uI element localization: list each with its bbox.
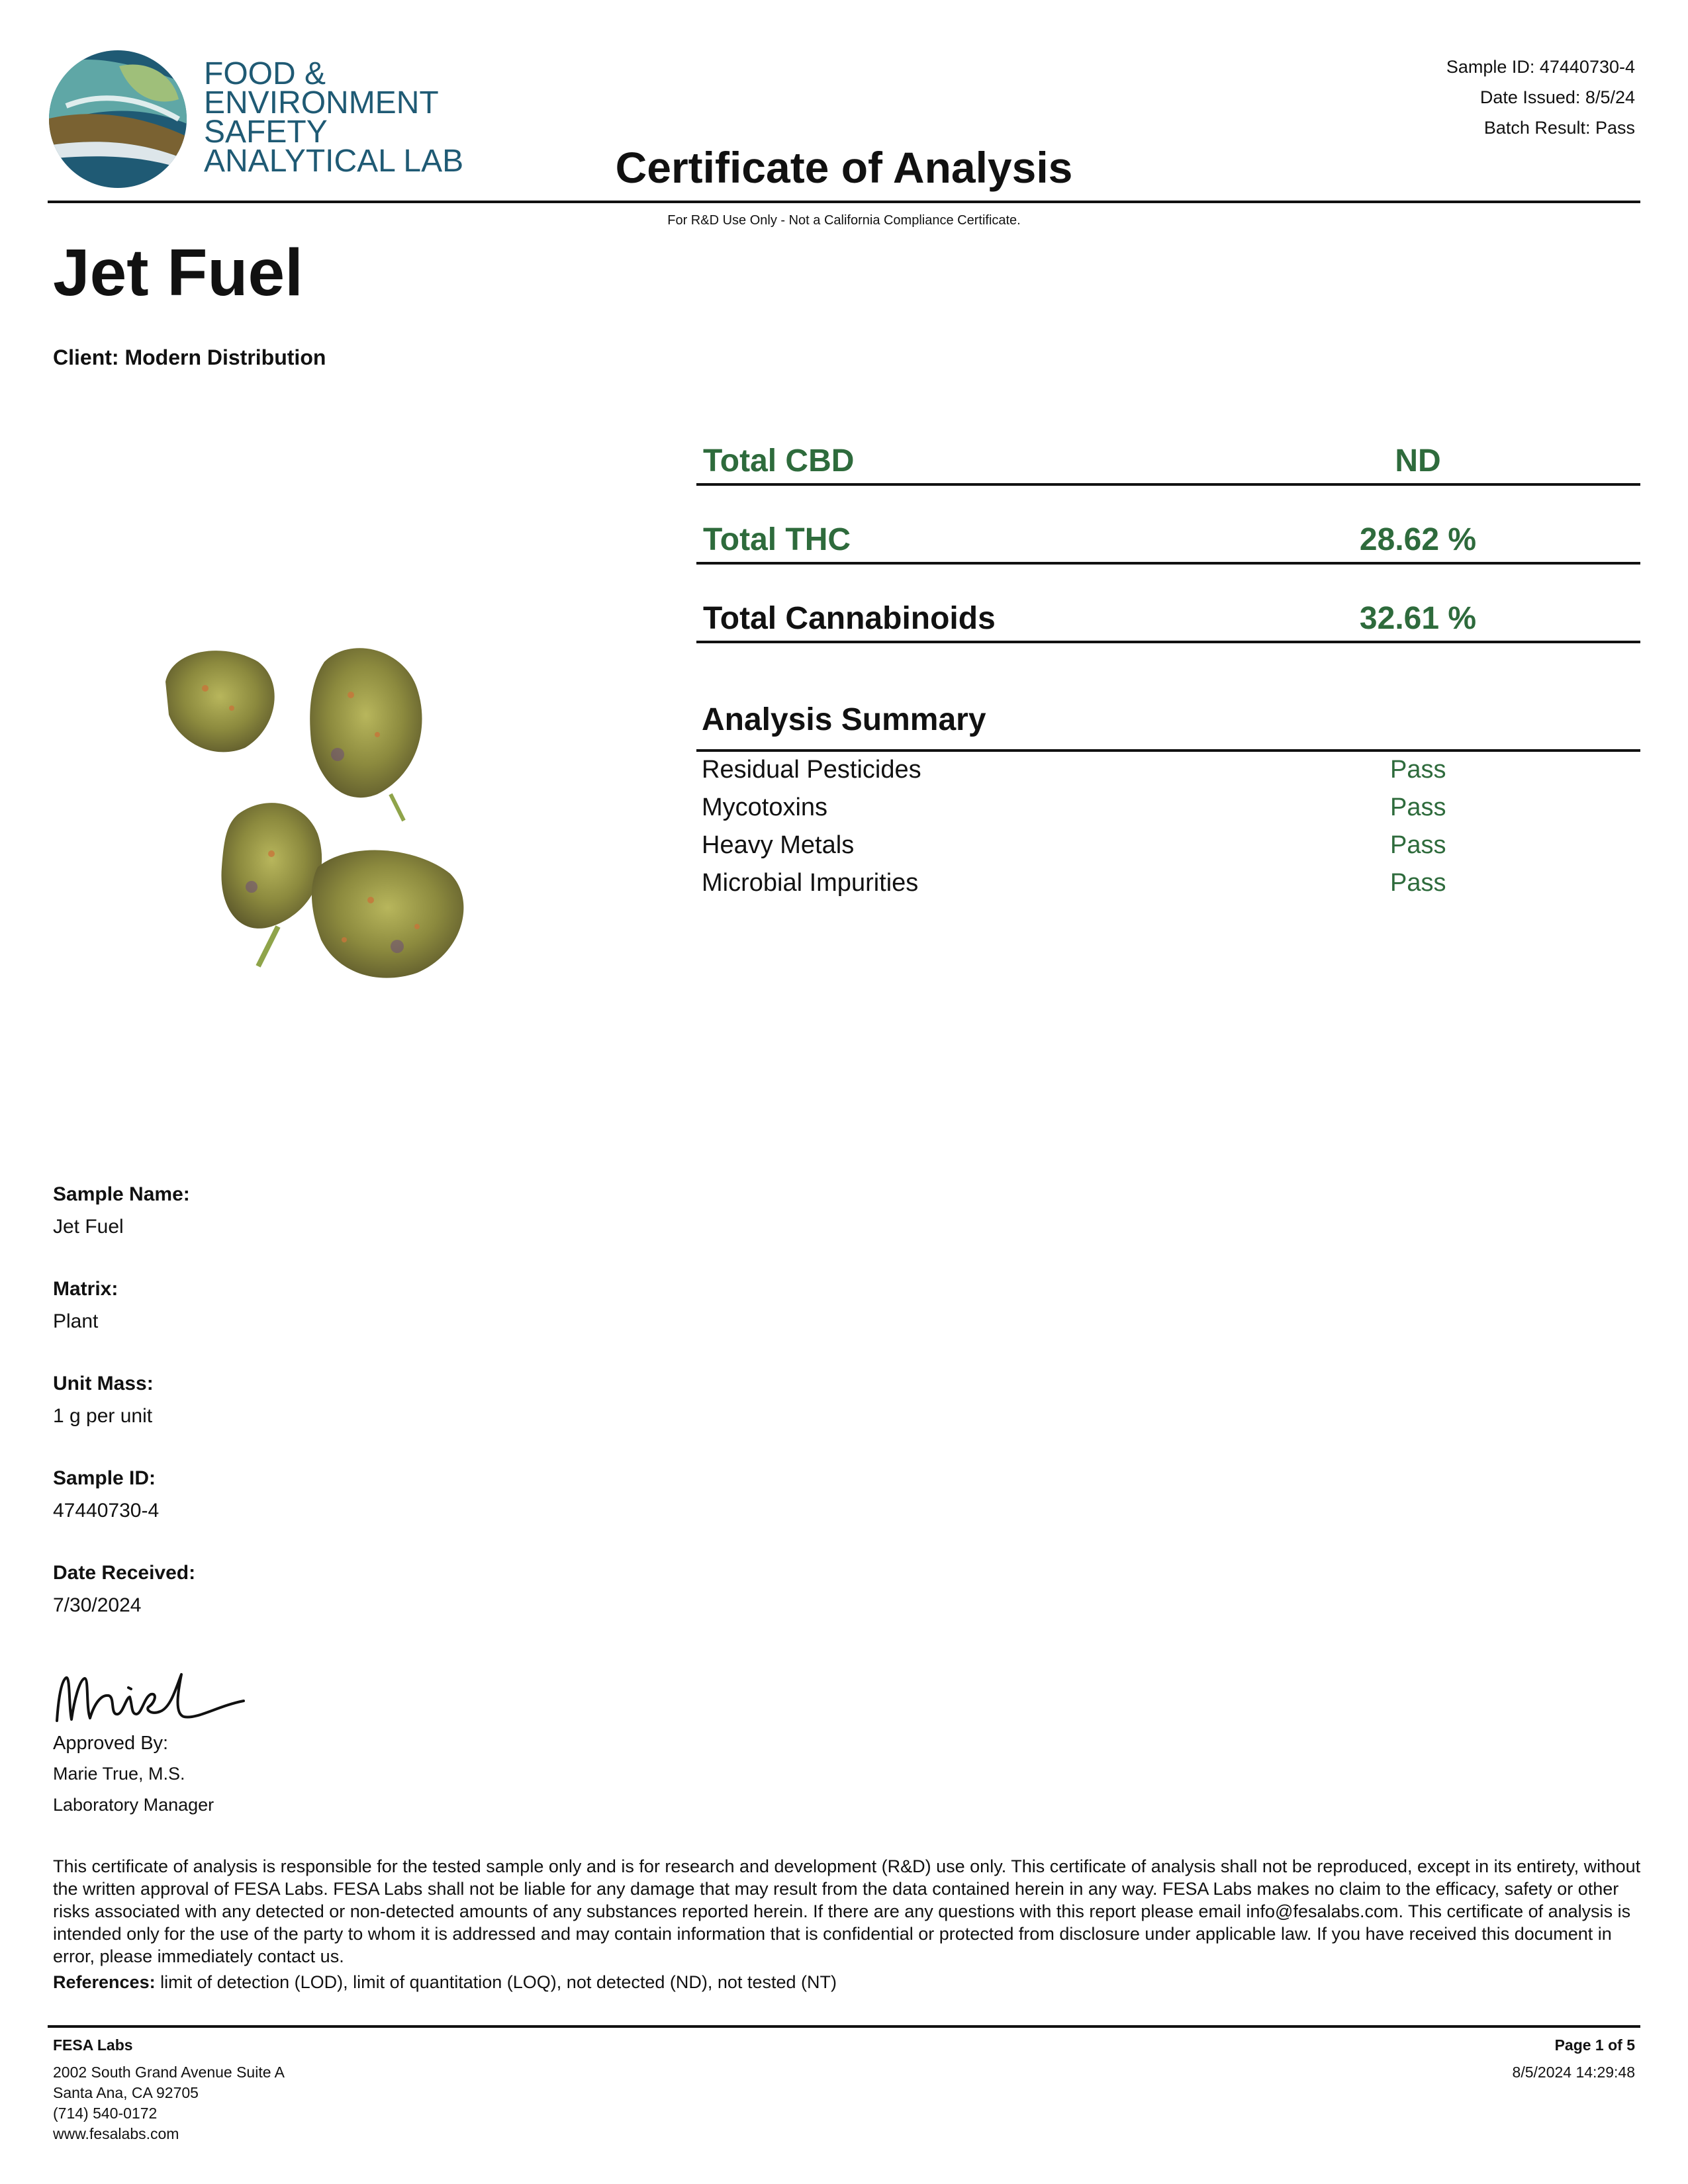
cannabis-buds-illustration xyxy=(152,635,483,1006)
logo-line: FOOD & xyxy=(204,56,326,91)
footer-divider xyxy=(48,2025,1640,2028)
meta-date-issued: Date Issued: 8/5/24 xyxy=(1479,87,1635,107)
total-row-thc xyxy=(696,484,1640,565)
matrix-label: Matrix: xyxy=(53,1278,118,1300)
summary-row xyxy=(702,756,1635,794)
total-row-cannabinoids xyxy=(696,563,1640,643)
total-label: Total THC xyxy=(703,522,851,557)
total-label: Total CBD xyxy=(703,443,855,478)
sample-id-label: Sample ID: xyxy=(53,1467,156,1489)
document-title: Certificate of Analysis xyxy=(615,143,1073,192)
total-label: Total Cannabinoids xyxy=(703,601,996,636)
footer-phone: (714) 540-0172 xyxy=(53,2105,158,2122)
footer-address-line1: 2002 South Grand Avenue Suite A xyxy=(53,2064,285,2081)
document-meta xyxy=(1446,52,1635,143)
handwritten-signature xyxy=(52,1668,250,1727)
summary-test-name: Residual Pesticides xyxy=(702,756,921,784)
summary-test-name: Microbial Impurities xyxy=(702,869,919,897)
approver-name: Marie True, M.S. xyxy=(53,1764,185,1784)
product-name: Jet Fuel xyxy=(53,236,303,310)
meta-sample-id: Sample ID: 47440730-4 xyxy=(1446,57,1635,77)
footer-page-info xyxy=(1513,2035,1635,2083)
total-value: 28.62 % xyxy=(1359,522,1477,557)
page-number: Page 1 of 5 xyxy=(1554,2036,1635,2054)
date-received-value: 7/30/2024 xyxy=(53,1594,142,1616)
summary-divider xyxy=(696,749,1640,752)
approved-by-label: Approved By: xyxy=(53,1733,169,1754)
footer-website: www.fesalabs.com xyxy=(53,2125,179,2142)
matrix-value: Plant xyxy=(53,1310,99,1332)
client-line: Client: Modern Distribution xyxy=(53,345,326,369)
summary-result: Pass xyxy=(1390,869,1446,897)
logo-line: ENVIRONMENT xyxy=(204,85,439,120)
sample-name-value: Jet Fuel xyxy=(53,1216,124,1238)
sample-name-label: Sample Name: xyxy=(53,1183,190,1205)
rd-disclaimer: For R&D Use Only - Not a California Compliance Certificate. xyxy=(667,213,1021,228)
sample-id-value: 47440730-4 xyxy=(53,1500,160,1522)
total-value: 32.61 % xyxy=(1359,601,1477,636)
product-photo xyxy=(152,635,483,1006)
footer-timestamp: 8/5/2024 14:29:48 xyxy=(1512,2064,1635,2081)
summary-result: Pass xyxy=(1390,831,1446,859)
summary-test-name: Mycotoxins xyxy=(702,794,828,821)
footer-address-line2: Santa Ana, CA 92705 xyxy=(53,2084,199,2101)
logo-line: SAFETY xyxy=(204,114,328,150)
meta-batch-result: Batch Result: Pass xyxy=(1483,118,1635,138)
footer-company: FESA Labs xyxy=(53,2036,133,2054)
references-label: References: xyxy=(53,1972,156,1992)
legal-disclaimer: This certificate of analysis is responsible for the tested sample only and is for research and development (R&D) use only. This certificate of analysis shall not be reproduced, except in its entirety, without the written approval of FESA Labs. FESA Labs shall not be liable for any damage that may result from the data contained herein in any way. FESA Labs makes no claim to the efficacy, safety or other risks associated with any detected or non-detected amounts of any substances reported herein. If there are any questions with this report please email info@fesalabs.com. This certificate of analysis is intended only for the use of the party to whom it is addressed and may contain information that is confidential or protected from disclosure under applicable law. If you have received this document in error, please immediately contact us. xyxy=(53,1856,1641,1966)
summary-row xyxy=(702,869,1635,907)
references-text: limit of detection (LOD), limit of quantitation (LOQ), not detected (ND), not tested (NT) xyxy=(155,1972,837,1992)
analysis-summary-heading: Analysis Summary xyxy=(702,702,986,737)
unit-mass-value: 1 g per unit xyxy=(53,1405,153,1427)
references-line xyxy=(53,1972,837,1993)
date-received-label: Date Received: xyxy=(53,1562,196,1584)
logo-line: ANALYTICAL LAB xyxy=(204,144,464,179)
approver-title: Laboratory Manager xyxy=(53,1795,214,1815)
footer-address xyxy=(53,2035,285,2144)
header-divider xyxy=(48,201,1640,203)
summary-row xyxy=(702,831,1635,870)
total-row-cbd xyxy=(696,405,1640,486)
summary-result: Pass xyxy=(1390,794,1446,821)
summary-test-name: Heavy Metals xyxy=(702,831,855,859)
summary-result: Pass xyxy=(1390,756,1446,784)
total-value: ND xyxy=(1395,443,1441,478)
unit-mass-label: Unit Mass: xyxy=(53,1373,154,1394)
summary-row xyxy=(702,794,1635,832)
